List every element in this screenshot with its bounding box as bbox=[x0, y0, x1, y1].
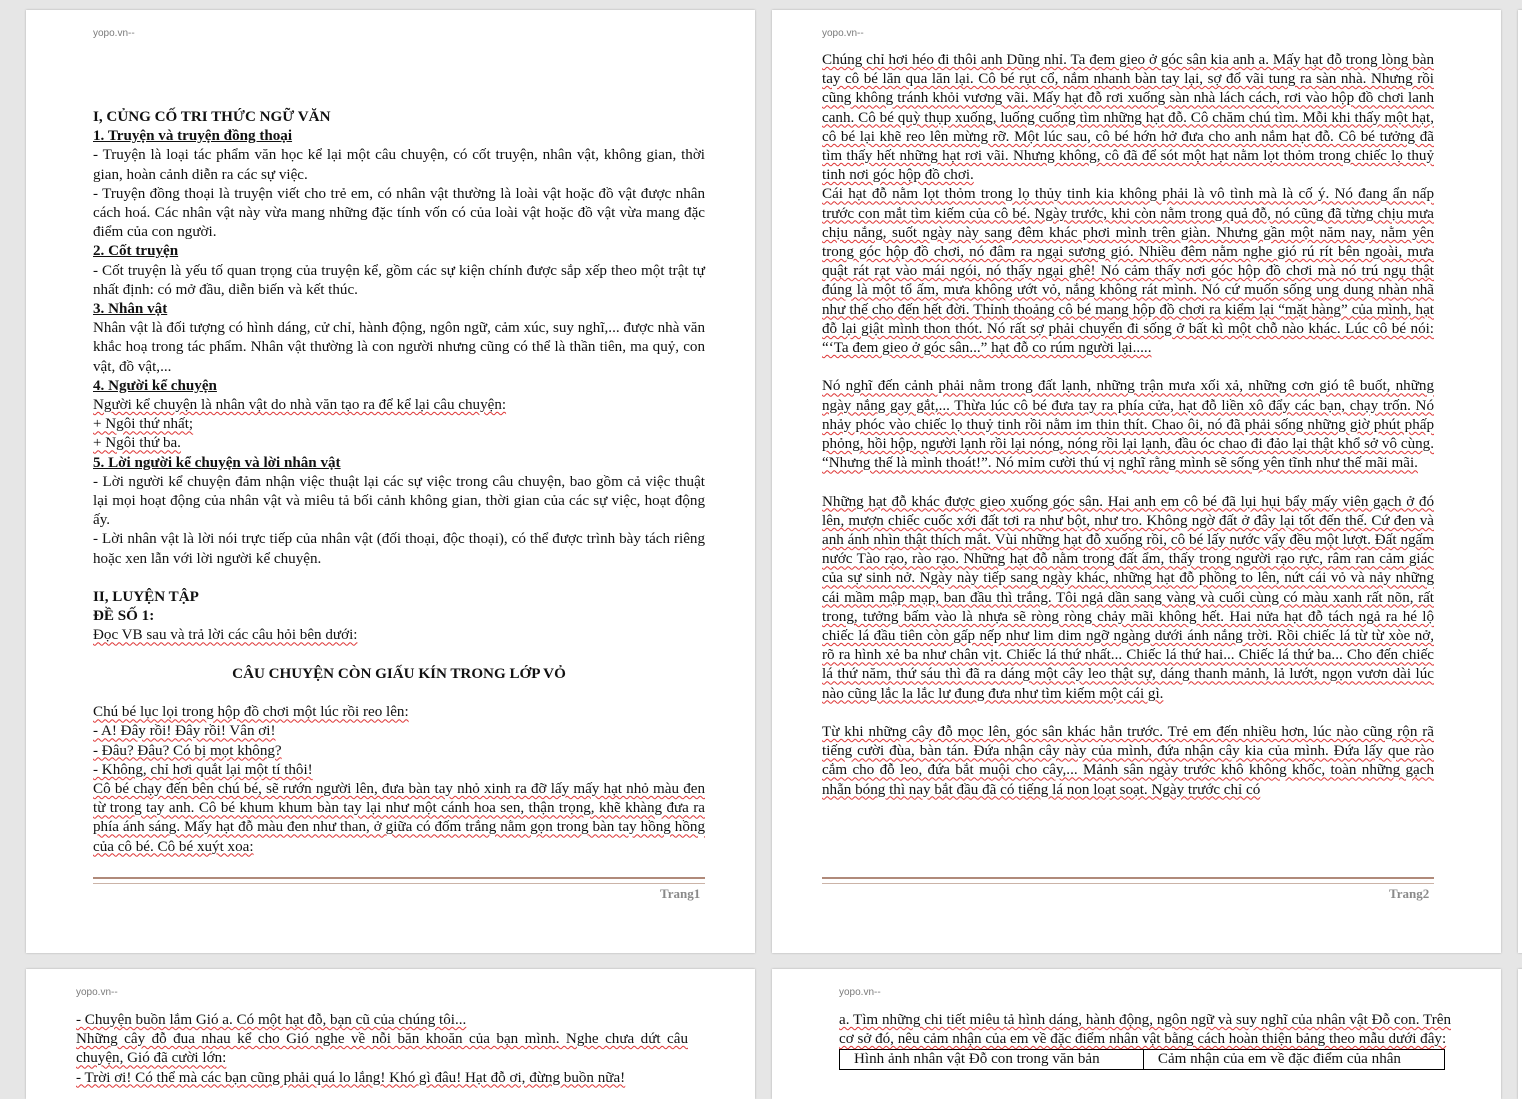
spellcheck-text: - Trời ơi! Có thể mà các bạn cũng phải quá lo lắng! Khó gì đâu! Hạt đỗ ơi, đừng buồn nữa! bbox=[76, 1069, 626, 1086]
answer-table bbox=[839, 1049, 1445, 1070]
spellcheck-text: - Chuyện buồn lắm Gió a. Có một hạt đỗ, bạn cũ của chúng tôi... bbox=[76, 1012, 467, 1028]
blank-line bbox=[822, 704, 1434, 723]
table-header-row bbox=[840, 1050, 1445, 1070]
page-number: Trang1 bbox=[660, 886, 701, 901]
paragraph bbox=[839, 1011, 1451, 1049]
paragraph: - Truyện đồng thoại là truyện viết cho trẻ em, có nhân vật thường là loài vật hoặc đồ vật được nhân cách hoá. Các nhân vật này vừa mang những đặc tính vốn có của loài vật hoặc đồ vật vừa mang đặc điểm của con người. bbox=[93, 185, 705, 241]
document-page-4 bbox=[772, 969, 1501, 1099]
spellcheck-text: + Ngôi thứ nhất; bbox=[93, 416, 194, 433]
section-heading: II, LUYỆN TẬP bbox=[93, 589, 199, 606]
spellcheck-text: a. Tìm những chi tiết miêu tả hình dáng, hành động, ngôn ngữ và suy nghĩ của nhân vật Đỗ con. Trên cơ sở đó, nêu cảm nhận của em về đặc điểm nhân vật bằng cách hoàn thiện bảng theo mẫu dưới đây: bbox=[839, 1012, 1451, 1048]
heading-text: 3. Nhân vật bbox=[93, 301, 168, 318]
paragraph bbox=[76, 1011, 688, 1030]
spellcheck-text: Nó nghĩ đến cảnh phải nằm trong đất lạnh, những trận mưa xối xả, những cơn gió tê buốt, những ngày nắng gay gắt,... Thừa lúc cô bé đưa tay ra phía cửa, hạt đỗ liền xô đẩy các bạn, chạy trốn. Nó nhảy phóc vào chiếc lọ thuỷ tinh rồi nằm im thin thít. Chao ôi, nó đã phải sống những giờ phút phấp phỏng, hồi hộp, người lạnh rồi lại nóng, nóng rồi lại lạnh, đầu óc chao đi đảo lại thật khổ sở vô cùng. “Nhưng thế là mình thoát!”. Nó mỉm cười thú vị nghĩ rằng mình sẽ sống yên tĩnh như thế mãi mãi. bbox=[822, 378, 1434, 472]
subsection-heading bbox=[93, 454, 705, 473]
spellcheck-text: Từ khi những cây đỗ mọc lên, góc sân khác hẳn trước. Trẻ em đến nhiều hơn, lúc nào cũng rộn rã tiếng cười đùa, bàn tán. Đứa nhận cây này của mình, đứa nhận cây kia của mình. Đứa lấy que rào cắm cho đỗ leo, đứa bắt muội cho cây,... Mảnh sân ngày trước khô không khốc, toàn những gạch nhẵn bóng thì nay bắt đầu đã có tiếng lá non loạt soạt. Ngày trước chỉ có bbox=[822, 724, 1434, 798]
spellcheck-text: Những hạt đỗ khác được gieo xuống góc sân. Hai anh em cô bé đã lụi hụi bẩy mấy viên gạch ở đó lên, mượn chiếc cuốc xới đất tơi ra như bột, như tro. Không ngờ đất ở đây lại tốt đến thế. Cứ đen và anh ánh nhìn thật thích mắt. Vùi những hạt đỗ xuống rồi, cô bé lấy nước vẩy đều một lượt. Đất ngấm nước Tào rạo, rào rạo. Những hạt đỗ nằm trong đất ẩm, thấy trong người rạo rực, râm ran cảm giác của sự sinh nở. Ngày này tiếp sang ngày khác, những hạt đỗ phồng to lên, nứt cái vỏ và nảy những cái mầm mập mạp, ban đầu thì trắng. Tôi ngả dần sang vàng và cuối cùng có màu xanh rất nõn, rất trong, tưởng bấm vào là nhựa sẽ ròng ròng chảy mãi không hết. Hai nửa hạt đỗ tách ngả ra hé lộ chiếc lá đầu tiên còn gấp nếp như lim dim ngỡ ngàng dưới ánh nắng trời. Rồi chiếc lá từ từ xòe nở, rõ ra hình xẻ ba như chân vịt. Chiếc lá thứ nhất... Chiếc lá thứ hai... Chiếc lá thứ ba... Cho đến chiếc lá thứ năm, thứ sáu thì đã ra dáng một cây leo thật sự, dáng thanh mảnh, lả lướt, ngọn vươn dài lúc nào cũng lắc la lắc lư đung đưa như tìm kiếm một cái gì. bbox=[822, 493, 1434, 702]
paragraph bbox=[93, 415, 705, 434]
section-heading: ĐỀ SỐ 1: bbox=[93, 608, 155, 625]
paragraph bbox=[93, 722, 705, 741]
subsection-heading bbox=[93, 300, 705, 319]
paragraph bbox=[93, 703, 705, 722]
heading-text: 4. Người kể chuyện bbox=[93, 377, 217, 394]
paragraph bbox=[93, 742, 705, 761]
paragraph bbox=[822, 377, 1434, 473]
document-page-2 bbox=[772, 10, 1501, 953]
table-header-cell: Cảm nhận của em về đặc điểm của nhân bbox=[1143, 1050, 1444, 1070]
spellcheck-text: - Không, chỉ hơi quắt lại một tí thôi! bbox=[93, 761, 313, 778]
spellcheck-text: - A! Đây rồi! Đây rồi! Vân ơi! bbox=[93, 723, 276, 740]
paragraph bbox=[822, 493, 1434, 704]
spellcheck-text: Cô bé chạy đến bên chú bé, sẽ rướn người lên, đưa bàn tay nhỏ xinh ra đỡ lấy mấy hạt nhỏ màu đen từ trong tay anh. Cô bé khum khum bàn tay lại như một cánh hoa sen, thận trọng, khẽ khàng đưa ra phía ánh sáng. Mấy hạt đỗ màu đen như than, ở giữa có đốm trắng nằm gọn trong bàn tay hồng hồng của cô bé. Cô bé xuýt xoa: bbox=[93, 781, 705, 855]
story-title: CÂU CHUYỆN CÒN GIẤU KÍN TRONG LỚP VỎ bbox=[232, 665, 566, 682]
page-body bbox=[93, 108, 705, 857]
paragraph bbox=[93, 780, 705, 857]
paragraph: - Lời nhân vật là lời nói trực tiếp của nhân vật (đối thoại, độc thoại), có thể được trình bày tách riêng hoặc xen lẫn với lời người kể chuyện. bbox=[93, 531, 705, 567]
spellcheck-text: Những cây đỗ đua nhau kể cho Gió nghe về nỗi băn khoăn của bạn mình. Nghe chưa dứt câu chuyện, Gió đã cười lớn: bbox=[76, 1031, 688, 1067]
paragraph bbox=[93, 761, 705, 780]
document-page-edge bbox=[1518, 10, 1522, 953]
page-body bbox=[839, 1011, 1451, 1070]
heading-text: 5. Lời người kể chuyện và lời nhân vật bbox=[93, 454, 341, 471]
paragraph bbox=[822, 723, 1434, 800]
spellcheck-text: + Ngôi thứ ba. bbox=[93, 435, 181, 452]
page-number: Trang2 bbox=[1389, 886, 1430, 901]
paragraph bbox=[93, 626, 705, 645]
table-header-cell: Hình ảnh nhân vật Đỗ con trong văn bản bbox=[840, 1050, 1144, 1070]
paragraph bbox=[822, 51, 1434, 185]
spellcheck-text: Chúng chỉ hơi héo đi thôi anh Dũng nhỉ. Ta đem gieo ở góc sân kia anh a. Mấy hạt đỗ trong lòng bàn tay cô bé lăn qua lăn lại. Cô bé rụt cổ, nắm nhanh bàn tay lại, sợ đổ vãi tung ra sàn nhà. Nhưng rồi cũng không tránh khỏi vương vãi. Mấy hạt đỗ rơi xuống sàn nhà lách cách, rơi vào hộp đồ chơi lanh canh. Cô bé quỳ thụp xuống, luống cuống tìm những hạt đỗ. Cô chăm chú tìm. Mỗi khi thấy một hạt, cô bé lại khẽ reo lên mừng rỡ. Một lúc sau, cô bé hớn hở đưa cho anh nắm hạt đỗ. Cô bé tưởng đã tìm thấy hết những hạt rơi vãi. Nhưng không, cô đã để sót một hạt nằm lọt thỏm trong chiếc lọ thuỷ tinh nơi góc hộp đồ chơi. bbox=[822, 52, 1434, 184]
paragraph: - Cốt truyện là yếu tố quan trọng của truyện kể, gồm các sự kiện chính được sắp xếp theo một trật tự nhất định: có mở đầu, diễn biến và kết thúc. bbox=[93, 262, 705, 298]
spellcheck-text: Đọc VB sau và trả lời các câu hỏi bên dưới: bbox=[93, 627, 358, 644]
page-body bbox=[822, 51, 1434, 800]
paragraph bbox=[76, 1069, 688, 1088]
footer-rule bbox=[93, 877, 705, 884]
paragraph bbox=[93, 396, 705, 415]
blank-line bbox=[93, 684, 705, 703]
paragraph bbox=[76, 1030, 688, 1068]
spellcheck-text: Người kể chuyện là nhân vật do nhà văn tạo ra để kể lại câu chuyện: bbox=[93, 397, 507, 414]
spellcheck-text: Chú bé lục lọi trong hộp đồ chơi một lúc rồi reo lên: bbox=[93, 704, 409, 721]
page-header: yopo.vn-- bbox=[822, 28, 864, 39]
page-header: yopo.vn-- bbox=[839, 987, 881, 998]
paragraph: Nhân vật là đối tượng có hình dáng, cử chỉ, hành động, ngôn ngữ, cảm xúc, suy nghĩ,... được nhà văn khắc hoạ trong tác phẩm. Nhân vật thường là con người nhưng cũng có thể là thần tiên, ma quỷ, con vật, đồ vật,... bbox=[93, 320, 705, 375]
spellcheck-text: - Đâu? Đâu? Có bị mọt không? bbox=[93, 742, 282, 759]
page-header: yopo.vn-- bbox=[93, 28, 135, 39]
footer-rule bbox=[822, 877, 1434, 884]
paragraph: - Truyện là loại tác phẩm văn học kể lại một câu chuyện, có cốt truyện, nhân vật, không gian, thời gian, hoàn cảnh diễn ra các sự việc. bbox=[93, 147, 705, 183]
document-page-3 bbox=[26, 969, 755, 1099]
blank-line bbox=[822, 358, 1434, 377]
page-header: yopo.vn-- bbox=[76, 987, 118, 998]
blank-line bbox=[93, 646, 705, 665]
subsection-heading bbox=[93, 127, 705, 146]
subsection-heading bbox=[93, 377, 705, 396]
subsection-heading bbox=[93, 242, 705, 261]
blank-line bbox=[822, 473, 1434, 492]
heading-text: 1. Truyện và truyện đồng thoại bbox=[93, 128, 293, 145]
document-page-edge bbox=[1518, 969, 1522, 1099]
page-body bbox=[76, 1011, 688, 1088]
section-heading: I, CỦNG CỐ TRI THỨC NGỮ VĂN bbox=[93, 109, 331, 125]
paragraph: - Lời người kể chuyện đảm nhận việc thuật lại các sự việc trong câu chuyện, bao gồm cả việc thuật lại mọi hoạt động của nhân vật và miêu tả bối cảnh không gian, thời gian của các sự việc, hoạt động ấy. bbox=[93, 473, 705, 529]
heading-text: 2. Cốt truyện bbox=[93, 243, 179, 260]
paragraph bbox=[93, 434, 705, 453]
spellcheck-text: Cái hạt đỗ nằm lọt thỏm trong lọ thủy tinh kia không phải là vô tình mà là cố ý. Nó đang ẩn nấp trước con mắt tìm kiếm của cô bé. Ngày trước, khi còn nằm trong quả đỗ, nó cũng đã từng chịu mưa chịu nắng, suốt ngày này sang đêm khác phơi mình trên giàn. Nhưng gần một năm nay, nằm yên trong góc hộp đồ chơi, nó đâm ra ngại sương gió. Nhiều đêm nằm nghe gió rú rít bên ngoài, mưa quật rát rạt vào mái ngói, nó thấy ngại ghê! Nó cảm thấy nơi góc hộp đồ chơi mà nó trú ngụ thật đúng là một tổ ấm, mưa không ướt vỏ, nắng không rát mình. Nó cứ muốn sống ung dung nhàn nhã như thế cho đến hết đời. Thỉnh thoảng cô bé mang hộp đồ chơi ra kiểm lại “mặt hàng” của mình, hạt đỗ lại giật mình thon thót. Nó rất sợ phải chuyển đi sống ở bất kì một chỗ nào khác. Lúc cô bé nói: “‘Ta đem gieo ở góc sân...” hạt đỗ co rúm người lại..... bbox=[822, 186, 1434, 357]
document-page-1 bbox=[26, 10, 755, 953]
paragraph bbox=[822, 185, 1434, 358]
blank-line bbox=[93, 569, 705, 588]
page-body-text bbox=[839, 1011, 1451, 1049]
